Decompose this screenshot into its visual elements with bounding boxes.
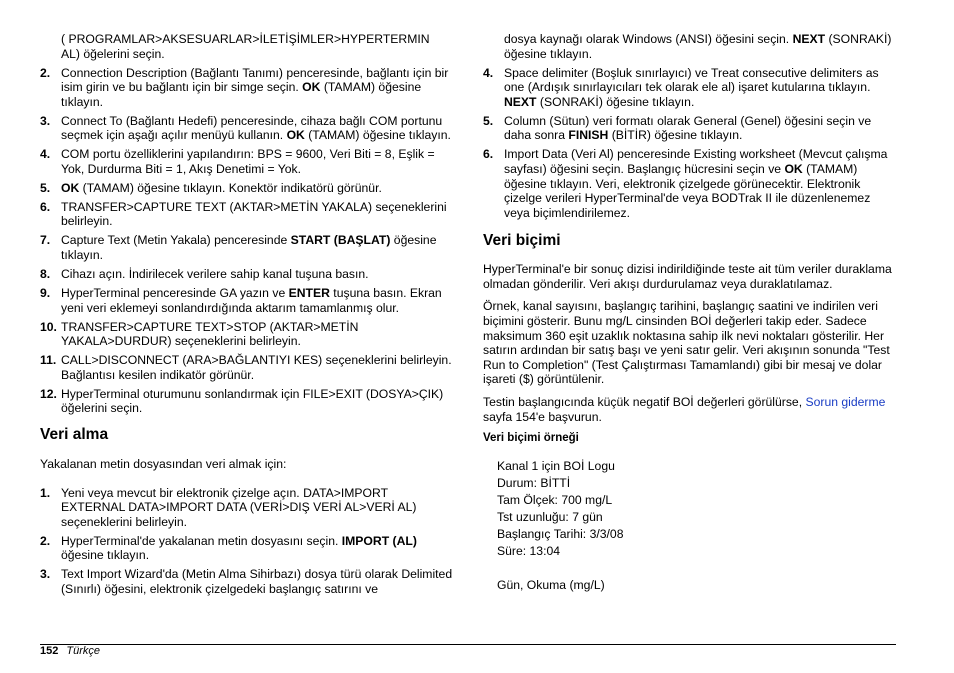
step-text: HyperTerminal'de yakalanan metin dosyasını seçin. <box>61 533 342 548</box>
list-item <box>483 147 897 220</box>
example-line: Süre: 13:04 <box>497 543 561 558</box>
step-number: 3. <box>40 113 51 128</box>
step-bold-text: START (BAŞLAT) <box>290 233 391 248</box>
step-number: 4. <box>40 147 51 162</box>
step-number: 9. <box>40 286 51 301</box>
step-text: Cihazı açın. İndirilecek verilere sahip kanal tuşuna basın. <box>61 267 369 282</box>
intro-text: Yakalanan metin dosyasından veri almak için: <box>40 456 287 471</box>
list-item <box>40 114 454 143</box>
step-number: 8. <box>40 267 51 282</box>
import-steps-list <box>40 486 454 597</box>
continuation-text: dosya kaynağı olarak Windows (ANSI) öğesini seçin. <box>504 32 793 46</box>
list-item <box>40 320 454 349</box>
step-bold-text: OK <box>302 80 321 95</box>
step-text: Space delimiter (Boşluk sınırlayıcı) ve Treat consecutive delimiters as one (Ardışık sınırlayıcıları tek olarak ele al) işaret kutularına tıklayın. <box>504 65 879 95</box>
example-line: Başlangıç Tarihi: 3/3/08 <box>497 526 624 541</box>
paragraph-3-text: Testin başlangıcında küçük negatif BOİ değerleri görülürse, <box>483 395 806 410</box>
footer-language: Türkçe <box>66 645 100 657</box>
list-item <box>40 567 454 596</box>
list-item <box>40 233 454 262</box>
list-item <box>40 353 454 382</box>
example-line: Tam Ölçek: 700 mg/L <box>497 492 613 507</box>
step-text: Yeni veya mevcut bir elektronik çizelge açın. DATA>IMPORT EXTERNAL DATA>IMPORT DATA (VERİ>DIŞ VERİ AL>VERİ AL) seçeneklerini belirleyin. <box>61 485 417 529</box>
list-item <box>483 66 897 110</box>
list-item <box>40 66 454 110</box>
step-text: Connect To (Bağlantı Hedefi) penceresinde, cihaza bağlı COM portunu seçmek için aşağı açılır menüyü kullanın. <box>61 113 443 143</box>
step-bold-text: ENTER <box>288 286 330 301</box>
example-line: Kanal 1 için BOİ Logu <box>497 458 615 473</box>
step-text: CALL>DISCONNECT (ARA>BAĞLANTIYI KES) seçeneklerini belirleyin. Bağlantısı kesilen indikatör görünür. <box>61 353 452 382</box>
step-text: Connection Description (Bağlantı Tanımı) penceresinde, bağlantı için bir isim girin ve bu bağlantı için bir simge seçin. <box>61 65 449 95</box>
step-text: (BİTİR) öğesine tıklayın. <box>608 128 743 143</box>
step-text: tuşuna basın. Ekran yeni veri eklemeyi sonlandırdığında aktarım tamamlanmış olur. <box>61 286 442 315</box>
example-line: Gün, Okuma (mg/L) <box>497 577 605 592</box>
step-text: COM portu özelliklerini yapılandırın: BPS = 9600, Veri Biti = 8, Eşlik = Yok, Durdurma Biti = 1, Akış Denetimi = Yok. <box>61 147 435 176</box>
right-column <box>483 32 897 594</box>
step-text: (TAMAM) öğesine tıklayın. <box>304 128 451 143</box>
list-item <box>40 486 454 530</box>
example-line <box>497 560 897 577</box>
step-text: Capture Text (Metin Yakala) penceresinde <box>61 233 291 248</box>
step-text: öğesine tıklayın. <box>61 548 150 563</box>
step-text: TRANSFER>CAPTURE TEXT (AKTAR>METİN YAKALA) seçeneklerini belirleyin. <box>61 199 447 229</box>
page-number: 152 <box>40 645 59 657</box>
paragraph-3 <box>483 395 897 424</box>
step-text: (TAMAM) öğesine tıklayın. <box>61 80 422 109</box>
left-column <box>40 32 454 601</box>
continuation-line: ( PROGRAMLAR>AKSESUARLAR>İLETİŞİMLER>HYPERTERMIN <box>61 32 430 46</box>
step-number: 11. <box>40 353 57 368</box>
step-3-continuation <box>483 32 897 61</box>
step-text: HyperTerminal oturumunu sonlandırmak için FILE>EXIT (DOSYA>ÇIK) öğelerini seçin. <box>61 386 444 416</box>
continuation-bold: NEXT <box>792 32 826 46</box>
step-bold-text: OK <box>784 161 803 176</box>
step-text: HyperTerminal penceresinde GA yazın ve <box>61 286 289 301</box>
step-number: 6. <box>40 199 51 214</box>
continuation-line: AL) öğelerini seçin. <box>61 46 165 61</box>
step-number: 3. <box>40 567 51 582</box>
paragraph-1: HyperTerminal'e bir sonuç dizisi indirildiğinde teste ait tüm veriler duraklama olmadan gönderilir. Veri akışı durdurulamaz veya duraklatılamaz. <box>483 262 892 291</box>
step-text: (TAMAM) öğesine tıklayın. Veri, elektronik çizelgede görünecektir. Elektronik çizelge verileri HyperTerminal'de veya BODTrak II ile düzenlenemez veya biçimlendirilemez. <box>504 161 871 220</box>
step-text: (TAMAM) öğesine tıklayın. Konektör indikatörü görünür. <box>79 180 382 195</box>
paragraph-2: Örnek, kanal sayısını, başlangıç tarihini, başlangıç saatini ve indirilen veri biçimini gösterir. Bunu mg/L cinsinden BOİ değerleri takip eder. Sadece maksimum 360 eşit uzaklık noktasına sahip ilk nevi noktaları gösterilir. Her satırın ardından bir satış başı ve yeni satır gelir. Veri akışının sonunda "Test Run to Completion" (Test Çalıştırması Tamamlandı) gibi bir mesaj ve dolar işareti ($) görüntülenir. <box>483 299 890 387</box>
list-item <box>40 147 454 176</box>
step-bold-text: FINISH <box>568 128 609 143</box>
section-heading-veri-alma: Veri alma <box>40 425 109 443</box>
footer-rule <box>40 644 896 645</box>
step-text: Text Import Wizard'da (Metin Alma Sihirbazı) dosya türü olarak Delimited (Sınırlı) öğesini, elektronik çizelgedeki başlangıç satırını ve <box>61 567 453 596</box>
step-1-continuation <box>40 32 454 61</box>
example-line: Durum: BİTTİ <box>497 475 571 490</box>
step-number: 10. <box>40 319 57 334</box>
example-subheading: Veri biçimi örneği <box>483 432 579 445</box>
step-number: 5. <box>483 113 494 128</box>
step-bold-text: NEXT <box>504 94 537 109</box>
step-number: 7. <box>40 233 51 248</box>
data-format-example <box>483 458 897 594</box>
list-item <box>483 114 897 143</box>
step-number: 2. <box>40 533 51 548</box>
capture-steps-list <box>40 66 454 416</box>
step-number: 12. <box>40 386 57 401</box>
list-item <box>40 181 454 196</box>
paragraph-3-text-end: sayfa 154'e başvurun. <box>483 409 602 424</box>
step-text: öğesine tıklayın. <box>61 233 437 263</box>
continuation-text-end: (SONRAKİ) öğesine tıklayın. <box>504 32 892 61</box>
step-bold-text: OK <box>61 180 80 195</box>
step-text: TRANSFER>CAPTURE TEXT>STOP (AKTAR>METİN YAKALA>DURDUR) seçeneklerini belirleyin. <box>61 319 359 349</box>
section-heading-veri-bicimi: Veri biçimi <box>483 232 561 250</box>
step-text: (SONRAKİ) öğesine tıklayın. <box>536 94 695 109</box>
list-item <box>40 286 454 315</box>
list-item <box>40 534 454 563</box>
example-line: Tst uzunluğu: 7 gün <box>497 509 603 524</box>
list-item <box>40 267 454 282</box>
troubleshooting-link[interactable]: Sorun giderme <box>805 395 886 410</box>
import-steps-list-cont <box>483 66 897 221</box>
step-number: 2. <box>40 65 51 80</box>
step-text: Import Data (Veri Al) penceresinde Existing worksheet (Mevcut çalışma sayfası) öğesini seçin. Başlangıç hücresini seçin ve <box>504 147 888 176</box>
step-number: 4. <box>483 65 494 80</box>
step-bold-text: IMPORT (AL) <box>341 533 417 548</box>
step-number: 6. <box>483 147 494 162</box>
step-number: 1. <box>40 485 51 500</box>
list-item <box>40 200 454 229</box>
page-footer <box>40 644 100 659</box>
step-text: Column (Sütun) veri formatı olarak General (Genel) öğesini seçin ve daha sonra <box>504 113 872 143</box>
step-bold-text: OK <box>286 128 305 143</box>
step-number: 5. <box>40 180 51 195</box>
list-item <box>40 387 454 416</box>
